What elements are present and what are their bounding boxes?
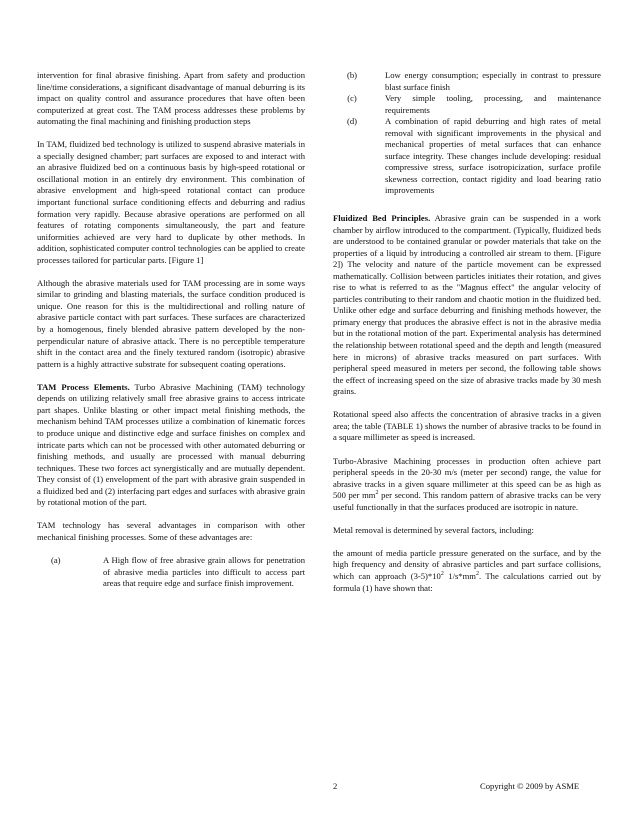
paragraph-text: 1/s*mm [443,570,476,581]
section-heading: TAM Process Elements. [37,381,130,392]
left-column [37,70,305,590]
paragraph-text: Turbo Abrasive Machining (TAM) technology depends on utilizing relatively small free abrasive grains to access intricate part shapes. Unlike blasting or other impact metal finishing methods, the mechanism behind TAM processes utilize a combination of kinematic forces to produce unique and distinctive edge and surface finishes on complex and intricate parts which can not be processed with other automated deburring or finishing methods, and usually are processed with manual deburring techniques. These two forces act synergistically and are mutually dependent. They consist of (1) envelopment of the part with abrasive grain suspended in a fluidized bed and (2) interfacing part edges and surfaces with abrasive grain by rotational motion of the part. [37,381,305,508]
list-text: A High flow of free abrasive grain allows for penetration of abrasive media particles into difficult to access part areas that require edge and surface finish improvement. [103,554,305,589]
list-item [333,116,601,197]
paragraph: TAM technology has several advantages in comparison with other mechanical finishing processes. Some of these advantages are: [37,520,305,542]
list-item [333,70,601,93]
paragraph [333,456,601,514]
paragraph: Rotational speed also affects the concentration of abrasive tracks in a given area; the table (TABLE 1) shows the number of abrasive tracks to be found in a square millimeter as speed is increased. [333,409,601,443]
list-item [37,555,305,590]
list-label: (c) [347,93,357,104]
paragraph: intervention for final abrasive finishing. Apart from safety and production line/time considerations, a significant disadvantage of manual deburring is its impact on quality control and assurance procedures that have often been computerized at great cost. The TAM process addresses these problems by automating the final machining and finishing production steps [37,70,305,127]
right-column [333,70,601,606]
list-item [333,93,601,116]
superscript: 2 [475,571,479,578]
section-heading: Fluidized Bed Principles. [333,213,431,224]
list-label: (d) [346,116,358,127]
paragraph-text: Abrasive grain can be suspended in a work chamber by airflow introduced to the compartment. (Typically, fluidized beds are understood to be contained granular or powder materials that take on the properties of a liquid by introducing a controlled air stream to them. [Figure 2]) The velocity and nature of the particle movement can be expressed mathematically. Collision between particles initiates their rotation, and gives rise to what is referred to as the "Magnus effect" the angular velocity of particles contributing to their random and chaotic motion in the fluidized bed. Unlike other edge and surface deburring and finishing methods however, the primary energy that produces the abrasive effect is not in the abrasive media but in the rotational motion of the part. Experimental analysis has determined the relationship between rotational speed and the depth and length (measured here in microns) of abrasive tracks measured on part surfaces. With peripheral speed measured in meters per second, the following table shows the effect of increasing speed on the size of abrasive tracks made by 30 mesh grains. [333,213,601,397]
paragraph-text: per second. This random pattern of abrasive tracks can be very useful functionally in that the surfaces produced are isotropic in nature. [333,490,601,512]
copyright-notice: Copyright © 2009 by ASME [480,781,580,791]
list-label: (a) [51,554,61,565]
paragraph [37,382,305,509]
paragraph: Metal removal is determined by several factors, including: [333,524,534,535]
paragraph: In TAM, fluidized bed technology is utilized to suspend abrasive materials in a specially designed chamber; part surfaces are exposed to and interact with an abrasive fluidized bed on a continuous basis by high-speed rotational or oscillational motion in an entirely dry environment. This combination of abrasive envelopment and high-speed rotational contact can produce important functional surface conditioning effects and deburring and radius formation very rapidly. Because abrasive operations are performed on all features of rotating components simultaneously, the part and feature uniformities achieved are very hard to duplicate by other methods. In addition, sophisticated computer control technologies can be applied to create processes tailored for particular parts. [Figure 1] [37,139,305,265]
paragraph-text: Turbo-Abrasive Machining processes in production often achieve part peripheral speeds in the 20-30 m/s (meter per second) range, the value for abrasive tracks in a given square millimeter at this speed can be as high as 500 per mm [333,455,601,501]
paragraph: Although the abrasive materials used for TAM processing are in some ways similar to grinding and blasting materials, the surface condition produced is unique. One reason for this is the multidirectional and rolling nature of abrasive particle contact with part surfaces. These surfaces are characterized by a homogenous, finely blended abrasive pattern developed by the non-perpendicular nature of abrasive attack. There is no perceptible temperature shift in the contact area and the finely textured random (isotropic) abrasive pattern is a highly attractive substrate for subsequent coating operations. [37,277,305,369]
paragraph-text: the amount of media particle pressure generated on the surface, and by the high frequency and density of abrasive particles and part surface collisions, which can approach (3-5)*10 [333,547,601,581]
list-text: A combination of rapid deburring and high rates of metal removal with significant improvements in the physical and mechanical properties of metal surfaces that can enhance surface integrity. These changes include developing: residual compressive stress, surface isotropicization, surface profile skewness correction, contact rigidity and load bearing ratio improvements [385,116,601,196]
paragraph [333,548,601,594]
paragraph-text: . The calculations carried out by formula (1) have shown that: [333,570,602,593]
superscript: 2 [440,571,444,578]
superscript: 2 [375,490,379,497]
list-text: Low energy consumption; especially in contrast to pressure blast surface finish [385,70,601,92]
paragraph [333,213,601,398]
list-text: Very simple tooling, processing, and maintenance requirements [385,93,601,115]
list-label: (b) [346,70,358,80]
page-number: 2 [333,781,338,791]
